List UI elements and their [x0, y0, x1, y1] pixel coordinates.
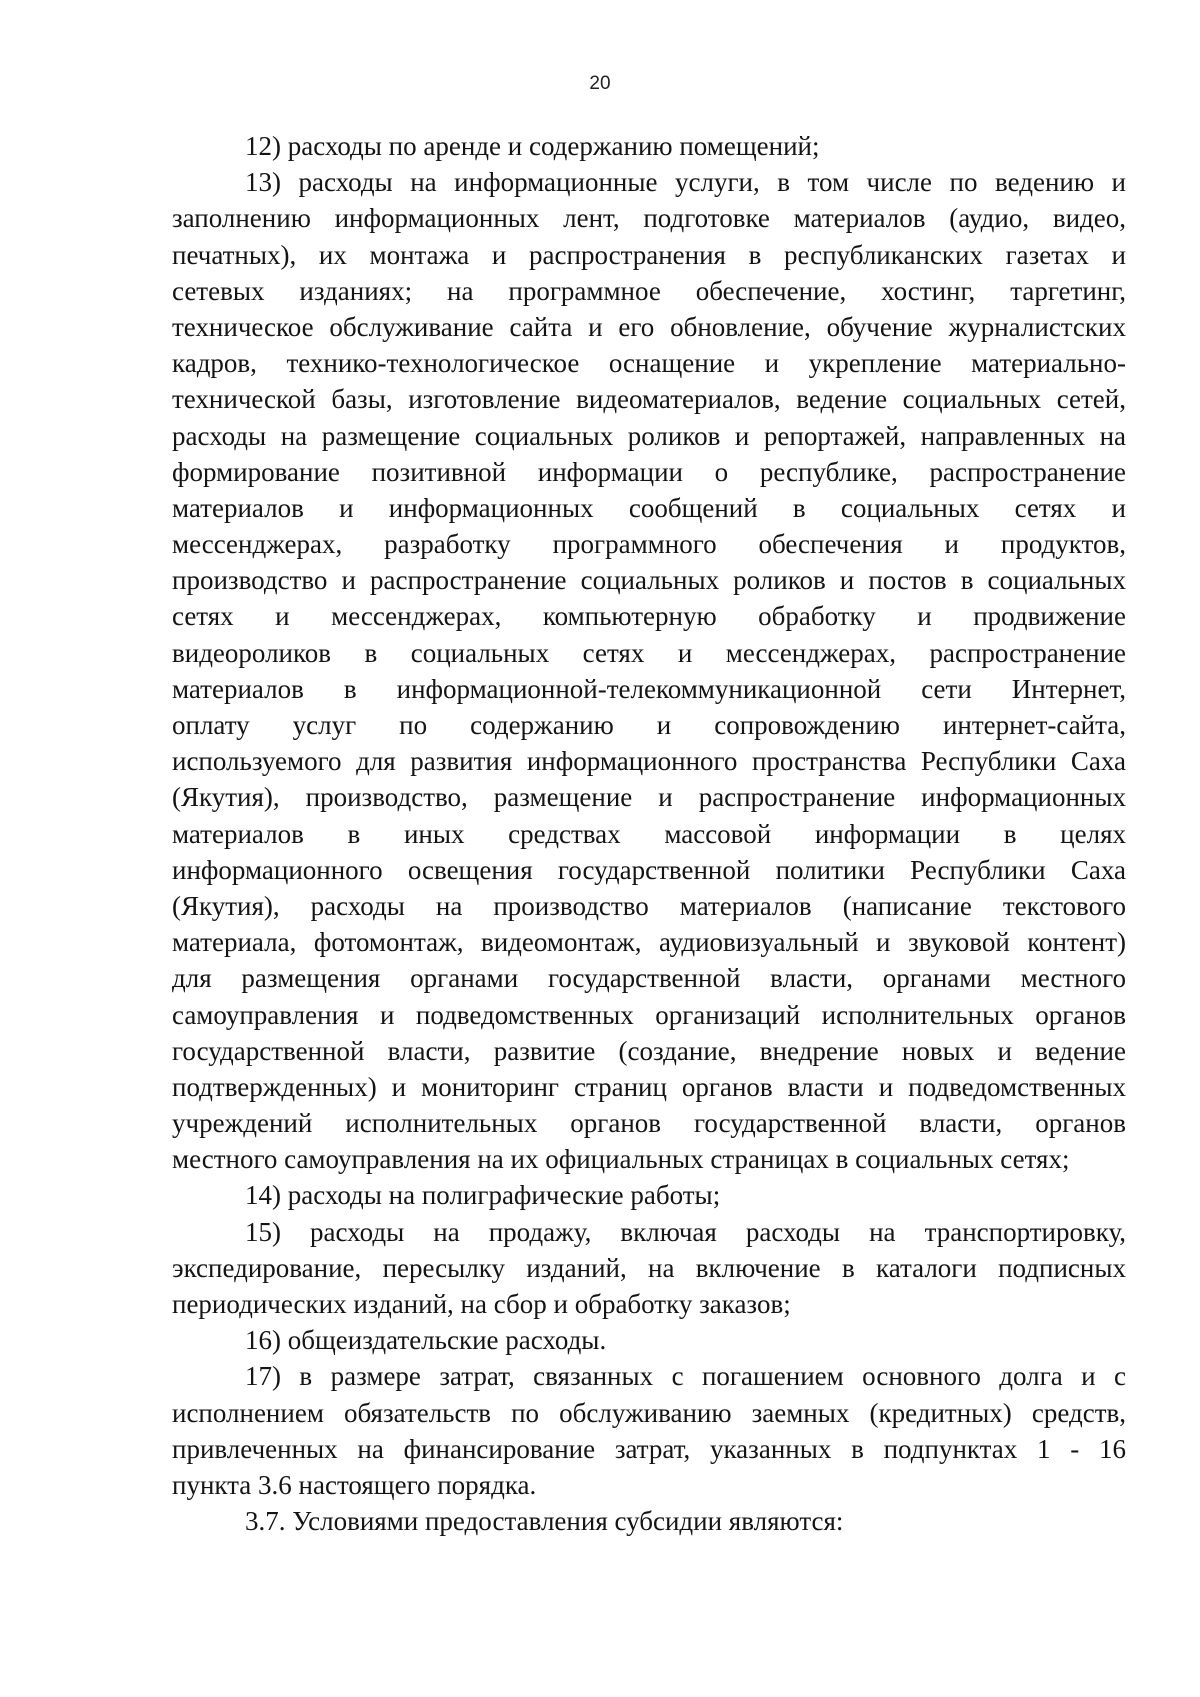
paragraph-line: местного самоуправления на их официальных страницах в социальных сетях; [172, 1144, 1070, 1175]
paragraph-line: 12) расходы по аренде и содержанию помещений; [245, 131, 820, 161]
document-body [172, 128, 1126, 1539]
paragraph [172, 164, 1126, 1177]
paragraph-line: 15) расходы на продажу, включая расходы на транспортировку, [245, 1216, 1126, 1247]
paragraph-line: периодических изданий, на сбор и обработку заказов; [172, 1289, 791, 1319]
paragraph-line: для размещения органами государственной власти, органами местного [172, 963, 1126, 994]
paragraph [172, 128, 1126, 164]
paragraph-line: экспедирование, пересылку изданий, на включение в каталоги подписных [172, 1252, 1126, 1283]
paragraph-line: материалов в иных средствах массовой информации в целях [172, 818, 1126, 849]
paragraph-line: сетевых изданиях; на программное обеспечение, хостинг, таргетинг, [172, 275, 1126, 306]
paragraph-line: привлеченных на финансирование затрат, указанных в подпунктах 1 - 16 [172, 1433, 1126, 1464]
paragraph-line: 17) в размере затрат, связанных с погашением основного долга и с [245, 1361, 1126, 1392]
paragraph-line: учреждений исполнительных органов государственной власти, органов [172, 1108, 1126, 1139]
paragraph-line: формирование позитивной информации о республике, распространение [172, 456, 1126, 487]
paragraph-line: материалов и информационных сообщений в социальных сетях и [172, 492, 1126, 523]
paragraph-line: материала, фотомонтаж, видеомонтаж, аудиовизуальный и звуковой контент) [172, 927, 1126, 958]
paragraph-line: государственной власти, развитие (создание, внедрение новых и ведение [172, 1035, 1126, 1066]
paragraph-line: материалов в информационной-телекоммуникационной сети Интернет, [172, 673, 1126, 704]
paragraph-line: используемого для развития информационного пространства Республики Саха [172, 746, 1126, 777]
paragraph-line: самоуправления и подведомственных организаций исполнительных органов [172, 999, 1126, 1030]
paragraph-line: сетях и мессенджерах, компьютерную обработку и продвижение [172, 601, 1126, 632]
paragraph-line: расходы на размещение социальных роликов и репортажей, направленных на [172, 420, 1126, 451]
paragraph [172, 1358, 1126, 1503]
page-number: 20 [589, 73, 611, 94]
paragraph-line: мессенджерах, разработку программного обеспечения и продуктов, [172, 529, 1126, 560]
paragraph-line: 16) общеиздательские расходы. [245, 1325, 607, 1356]
paragraph-line: производство и распространение социальных роликов и постов в социальных [172, 565, 1126, 596]
paragraph-line: (Якутия), производство, размещение и распространение информационных [172, 782, 1126, 813]
paragraph-line: подтвержденных) и мониторинг страниц органов власти и подведомственных [172, 1071, 1126, 1102]
paragraph-line: техническое обслуживание сайта и его обновление, обучение журналистских [172, 311, 1126, 342]
paragraph-line: 14) расходы на полиграфические работы; [245, 1180, 721, 1211]
paragraph-line: исполнением обязательств по обслуживанию заемных (кредитных) средств, [172, 1397, 1126, 1428]
paragraph-line: технической базы, изготовление видеоматериалов, ведение социальных сетей, [172, 384, 1126, 415]
paragraph-line: оплату услуг по содержанию и сопровождению интернет-сайта, [172, 710, 1126, 740]
paragraph-line: печатных), их монтажа и распространения в республиканских газетах и [172, 239, 1126, 270]
paragraph-line: (Якутия), расходы на производство материалов (написание текстового [172, 890, 1126, 921]
paragraph-line: информационного освещения государственной политики Республики Саха [172, 854, 1126, 885]
paragraph-line: кадров, технико-технологическое оснащение и укрепление материально- [172, 348, 1126, 379]
paragraph [172, 1214, 1126, 1323]
paragraph [172, 1177, 1126, 1213]
paragraph-line: 3.7. Условиями предоставления субсидии являются: [245, 1506, 844, 1537]
paragraph [172, 1503, 1126, 1539]
paragraph-line: заполнению информационных лент, подготовке материалов (аудио, видео, [172, 203, 1126, 234]
paragraph [172, 1322, 1126, 1358]
paragraph-line: пункта 3.6 настоящего порядка. [172, 1469, 537, 1500]
paragraph-line: видеороликов в социальных сетях и мессенджерах, распространение [172, 637, 1126, 668]
paragraph-line: 13) расходы на информационные услуги, в том числе по ведению и [245, 167, 1126, 198]
